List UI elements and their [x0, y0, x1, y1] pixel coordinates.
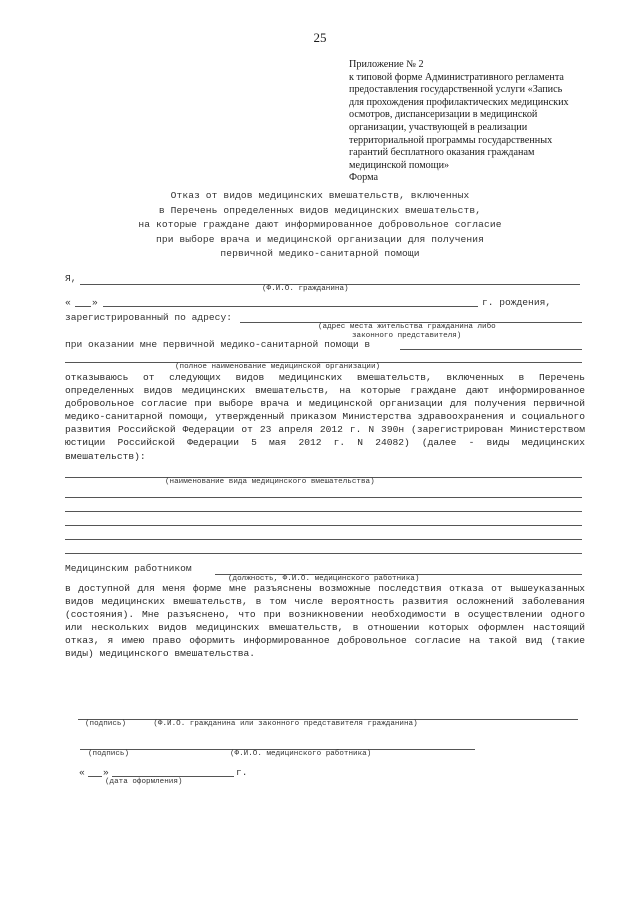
birth-quote-open: « — [65, 297, 71, 308]
birth-year-line[interactable] — [103, 306, 478, 307]
worker-fio-caption: (Ф.И.О. медицинского работника) — [230, 750, 372, 758]
form-title-line: на которые граждане дают информированное добровольное согласие — [138, 219, 502, 231]
citizen-signature-caption: (подпись) (Ф.И.О. гражданина или законного представителя гражданина) — [85, 720, 418, 728]
org-line-1[interactable] — [400, 349, 582, 350]
date-day-line[interactable] — [88, 776, 102, 777]
page-number: 25 — [313, 30, 327, 45]
interventions-caption: (наименование вида медицинского вмешательства) — [165, 478, 375, 486]
appendix-line: Приложение № 2 — [349, 59, 424, 70]
date-quote-close: » — [103, 767, 109, 778]
explanation-paragraph: в доступной для меня форме мне разъяснены возможные последствия отказа от вышеуказанных видов медицинских вмешательств, в том числе вероятность развития осложнений заболевания (состояния). Мне разъяснено, что при возникновении необходимости в осуществлении одного или нескольких видов медицинских вмешательств, в отношении которых оформлен настоящий отказ, я имею право оформить информированное добровольное согласие на такой вид (такие виды) медицинского вмешательства. — [65, 583, 585, 660]
form-title-line: Отказ от видов медицинских вмешательств, включенных — [170, 190, 470, 201]
appendix-line: гарантий бесплатного оказания гражданам — [349, 147, 535, 159]
birth-day-line[interactable] — [75, 306, 91, 307]
date-year: г. — [236, 767, 248, 778]
form-title-line: при выборе врача и медицинской организации для получения — [155, 233, 484, 245]
registered-label: зарегистрированный по адресу: — [65, 312, 232, 323]
form-label: Форма — [349, 172, 378, 184]
worker-label: Медицинским работником — [65, 563, 192, 574]
appendix-line: к типовой форме Административного регламента — [349, 71, 564, 83]
appendix-line: организации, участвующей в реализации — [349, 121, 528, 133]
intervention-line-3[interactable] — [65, 511, 582, 512]
form-title-line: в Перечень определенных видов медицинских вмешательств, — [158, 204, 482, 216]
org-caption: (полное наименование медицинской организации) — [175, 363, 381, 371]
form-title — [70, 189, 570, 262]
intervention-line-4[interactable] — [65, 525, 582, 526]
appendix-line: осмотров, диспансеризации в медицинской — [349, 109, 538, 121]
form-title-line: первичной медико-санитарной помощи — [220, 248, 420, 260]
appendix-line: для прохождения профилактических медицинских — [349, 96, 569, 108]
refusal-paragraph: отказываюсь от следующих видов медицинских вмешательств, включенных в Перечень определенных видов медицинских вмешательств, на которые граждане дают информированное добровольное согласие при выборе врача и медицинской организации для получения первичной медико-санитарной помощи, утвержденный приказом Министерства здравоохранения и социального развития Российской Федерации от 23 апреля 2012 г. N 390н (зарегистрирован Министерством юстиции Российской Федерации 5 мая 2012 г. N 24082) (далее - виды медицинских вмешательств): — [65, 372, 585, 462]
i-prefix: Я, — [65, 273, 77, 284]
fio-caption: (Ф.И.О. гражданина) — [262, 285, 349, 293]
residence-caption: (адрес места жительства гражданина либо — [318, 323, 496, 331]
care-label: при оказании мне первичной медико-санитарной помощи в — [65, 339, 371, 350]
appendix-line: предоставления государственной услуги «Запись — [349, 84, 563, 96]
intervention-line-6[interactable] — [65, 553, 582, 554]
appendix-line: территориальной программы государственных — [349, 134, 553, 146]
worker-caption: (должность, Ф.И.О. медицинского работника) — [228, 575, 420, 583]
residence-caption-2: законного представителя) — [352, 332, 462, 340]
birth-quote-close: » — [92, 297, 98, 308]
date-month-line[interactable] — [112, 776, 234, 777]
date-quote-open: « — [79, 767, 85, 778]
birth-suffix: г. рождения, — [482, 297, 552, 308]
appendix-header — [349, 59, 599, 185]
date-caption: (дата оформления) — [105, 778, 183, 786]
appendix-line: медицинской помощи» — [349, 159, 450, 171]
worker-sign-caption: (подпись) — [88, 750, 130, 758]
intervention-line-5[interactable] — [65, 539, 582, 540]
intervention-line-2[interactable] — [65, 497, 582, 498]
